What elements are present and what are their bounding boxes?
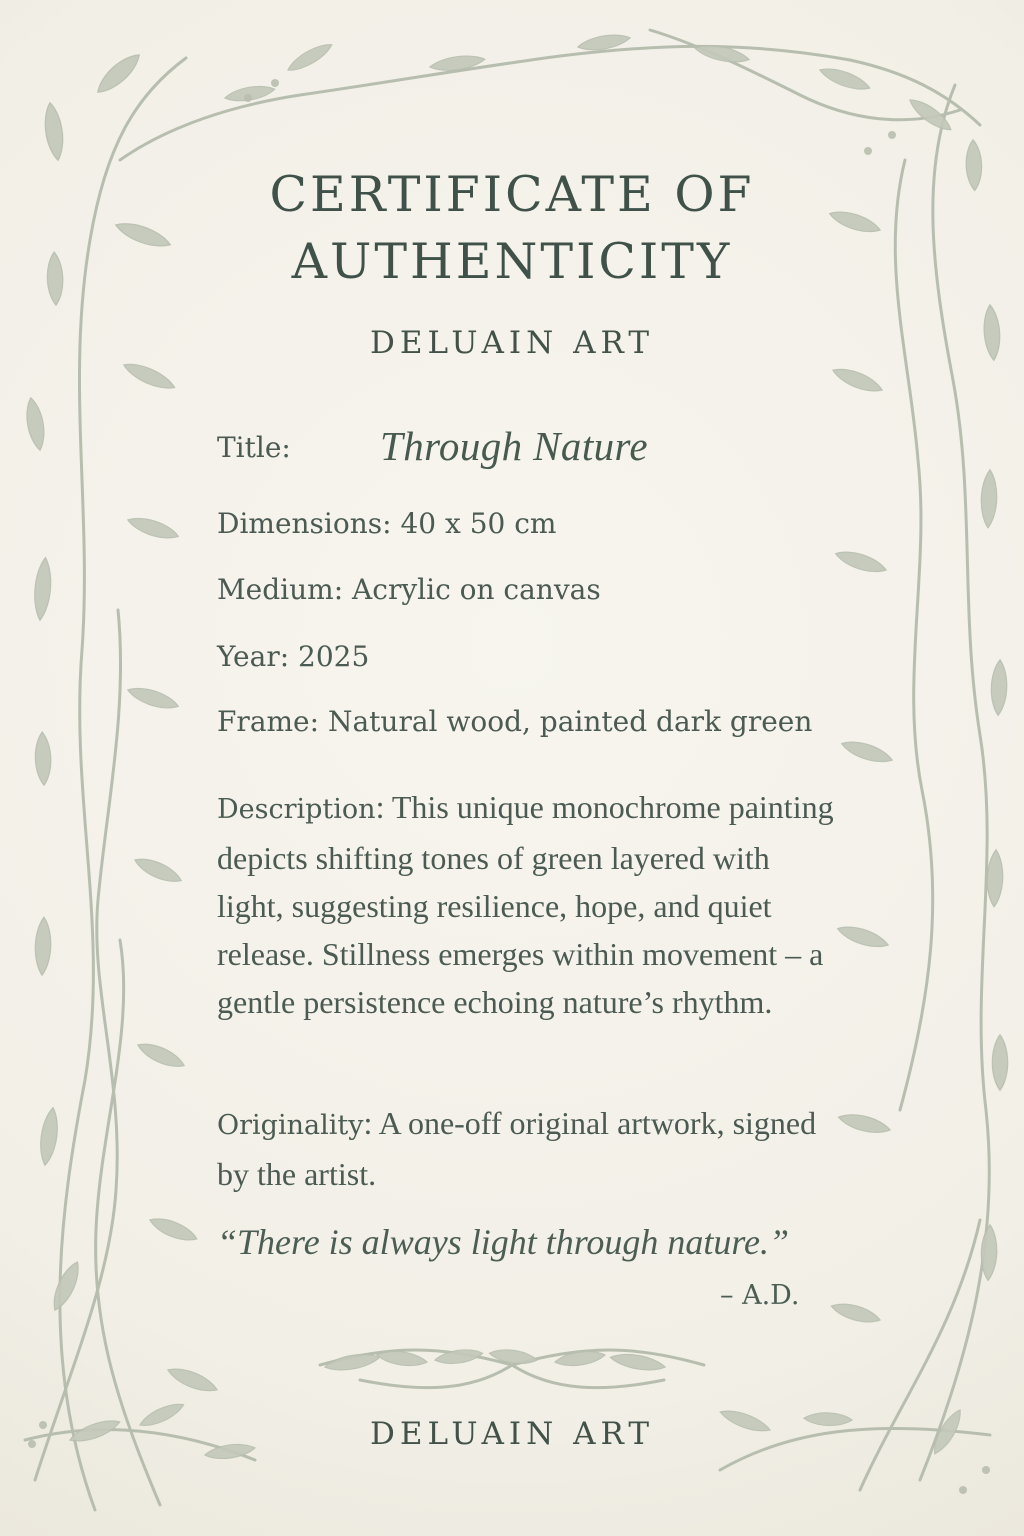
description-colon: : [375,789,385,825]
medium-value: Acrylic on canvas [352,573,601,606]
description-label: Description [217,794,376,825]
originality-value: A one-off original artwork, signed by the artist. [217,1105,817,1192]
header-brand-name: DELUAIN ART [369,325,655,361]
originality-colon: : [363,1105,373,1141]
title-label: Title: [217,431,291,464]
frame-label: Frame: [217,705,320,738]
quote-author: – A.D. [720,1280,800,1311]
description-block [217,783,837,1026]
dimensions-value: 40 x 50 cm [400,507,557,540]
frame-value: Natural wood, painted dark green [327,705,813,738]
dimensions-field [217,507,857,540]
year-value: 2025 [298,640,370,673]
certificate-title-line-1: CERTIFICATE OF [269,166,755,223]
originality-label: Originality [217,1110,364,1141]
medium-label: Medium: [217,573,344,606]
year-field [217,640,857,673]
year-label: Year: [217,640,290,673]
footer-brand-name: DELUAIN ART [369,1416,655,1452]
certificate-title-line-2: AUTHENTICITY [291,233,733,290]
frame-field [217,705,857,738]
dimensions-label: Dimensions: [217,507,392,540]
artist-quote: “There is always light through nature.” [217,1222,790,1262]
artwork-title: Through Nature [380,423,648,469]
originality-block [217,1099,837,1198]
description-value: This unique monochrome painting depicts shifting tones of green layered with light, suggesting resilience, hope, and quiet release. Stillness emerges within movement – a gentle persistence echoing nature’s rhythm. [217,789,834,1020]
title-field [217,423,857,469]
medium-field [217,573,857,606]
